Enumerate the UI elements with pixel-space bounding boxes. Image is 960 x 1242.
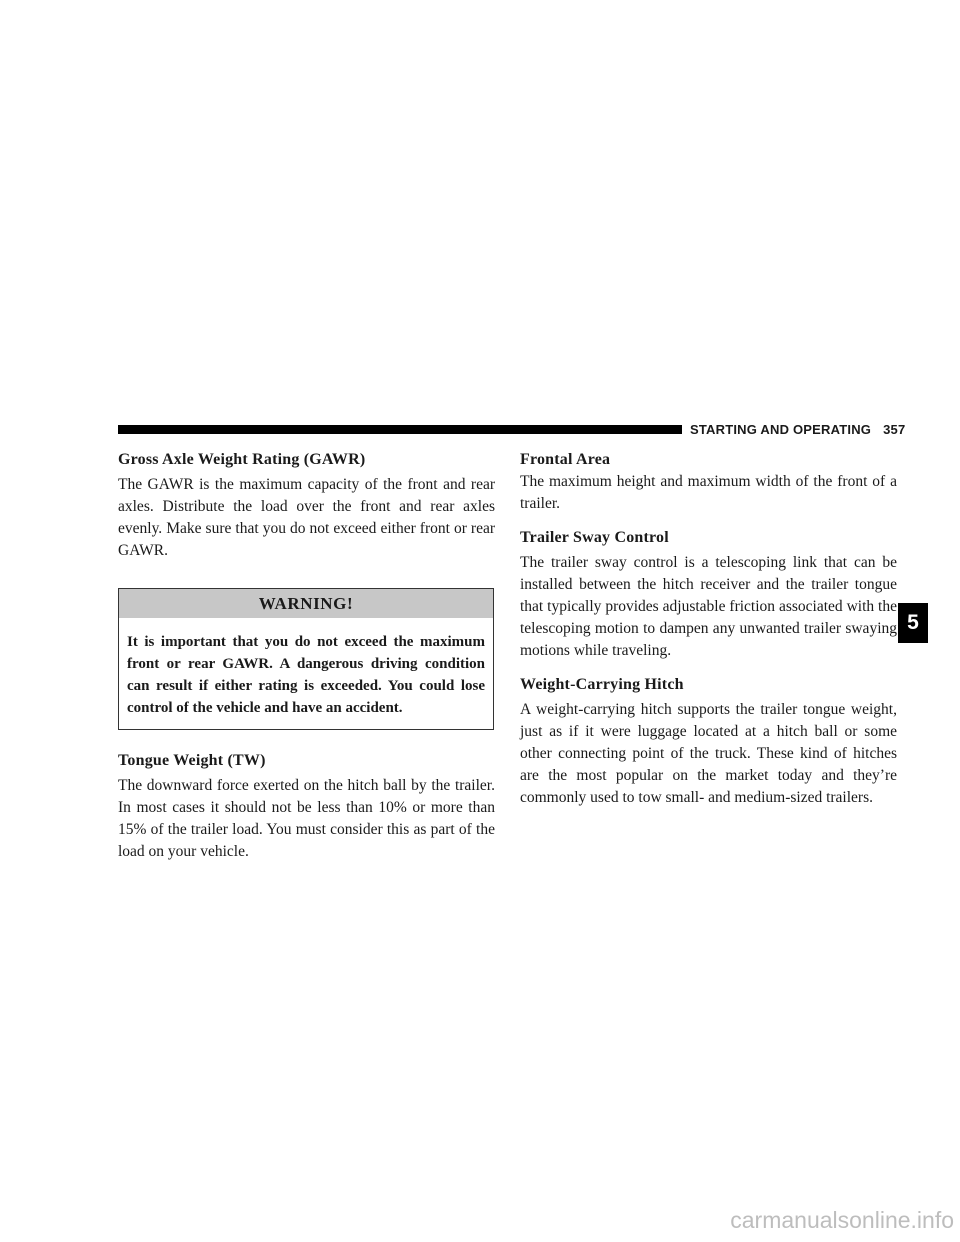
page-number: 357 xyxy=(883,422,906,437)
gawr-text: The GAWR is the maximum capacity of the front and rear axles. Distribute the load over the front and rear axles evenly. Make sure that you do not exceed either front or rear GAWR. xyxy=(118,476,495,559)
running-header xyxy=(690,422,905,437)
weight-carrying-hitch-text: A weight-carrying hitch supports the trailer tongue weight, just as if it were luggage located at a hitch ball or some other connecting point of the truck. These kind of hitches are the most popular on the market today and they’re commonly used to tow small- and medium-sized trailers. xyxy=(520,701,897,806)
sway-control-heading: Trailer Sway Control xyxy=(520,529,669,546)
frontal-area-section xyxy=(520,449,897,515)
tongue-weight-heading: Tongue Weight (TW) xyxy=(118,752,266,769)
sway-control-section xyxy=(520,527,897,662)
warning-box xyxy=(118,588,494,730)
chapter-tab: 5 xyxy=(898,603,928,643)
right-column xyxy=(520,449,897,821)
warning-text: It is important that you do not exceed the maximum front or rear GAWR. A dangerous driving condition can result if either rating is exceeded. You could lose control of the vehicle and have an accident. xyxy=(127,634,485,716)
weight-carrying-hitch-heading: Weight-Carrying Hitch xyxy=(520,676,684,693)
tongue-weight-section xyxy=(118,750,495,863)
frontal-area-heading: Frontal Area xyxy=(520,451,611,468)
frontal-area-text: The maximum height and maximum width of the front of a trailer. xyxy=(520,473,897,512)
section-title: STARTING AND OPERATING xyxy=(690,422,872,437)
warning-title: WARNING! xyxy=(119,589,493,618)
tongue-weight-text: The downward force exerted on the hitch ball by the trailer. In most cases it should not be less than 10% or more than 15% of the trailer load. You must consider this as part of the load on your vehicle. xyxy=(118,777,495,860)
left-column xyxy=(118,449,495,863)
watermark: carmanualsonline.info xyxy=(730,1207,954,1233)
sway-control-text: The trailer sway control is a telescoping link that can be installed between the hitch receiver and the trailer tongue that typically provides adjustable friction associated with the telescoping motion to dampen any unwanted trailer swaying motions while traveling. xyxy=(520,554,897,659)
gawr-section xyxy=(118,449,495,562)
header-rule xyxy=(118,425,682,434)
weight-carrying-hitch-section xyxy=(520,674,897,809)
gawr-heading: Gross Axle Weight Rating (GAWR) xyxy=(118,451,366,468)
